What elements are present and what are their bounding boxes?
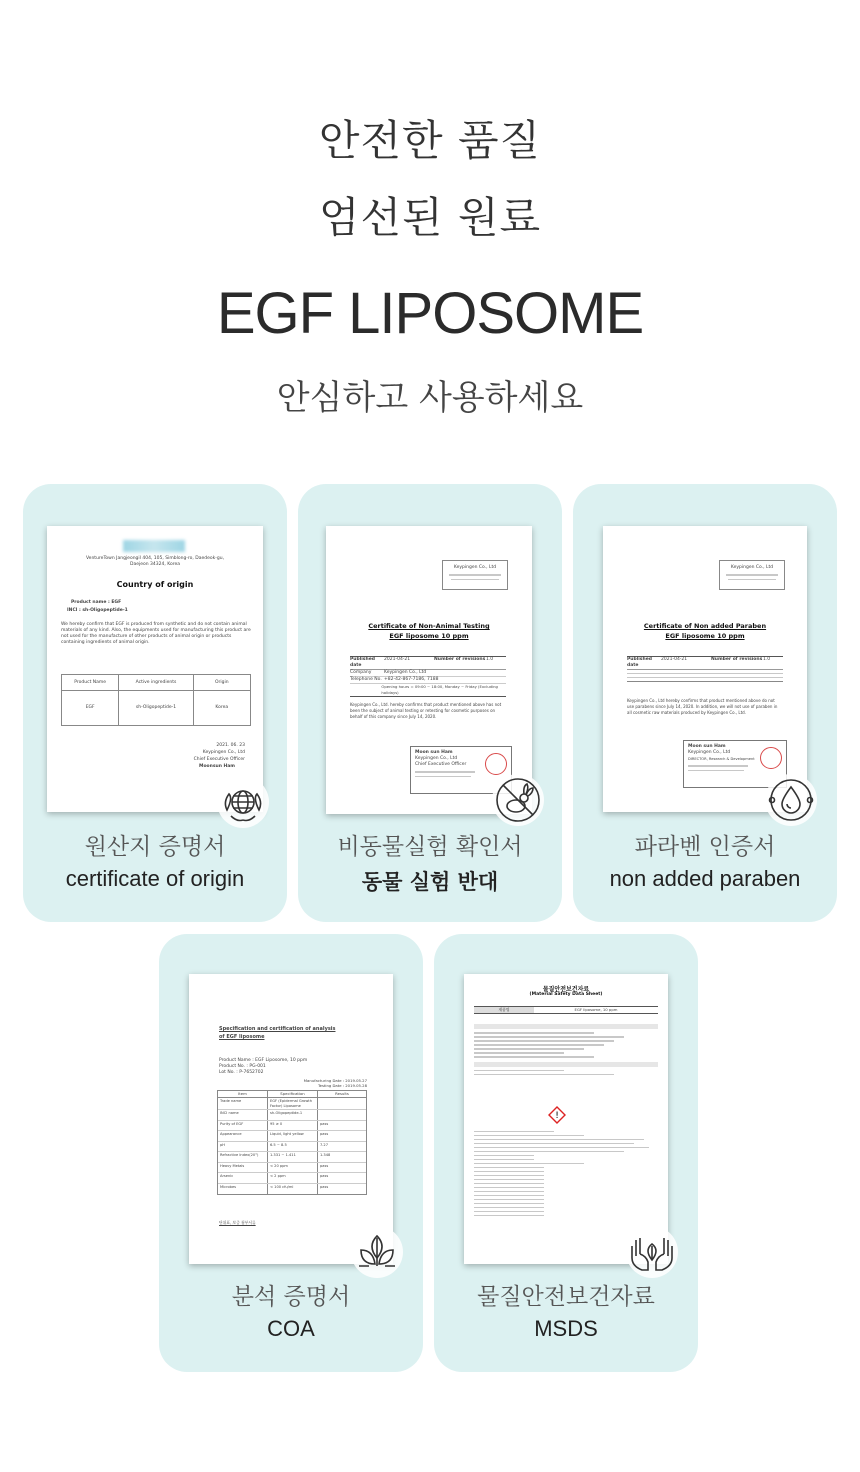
company-seal xyxy=(760,747,782,769)
company-box: Keypingen Co., Ltd xyxy=(442,560,508,590)
table-cell: pass xyxy=(320,1163,329,1168)
card-label-en: certificate of origin xyxy=(65,866,245,891)
certificate-card-origin xyxy=(23,484,287,922)
card-label-ko: 물질안전보건자료 xyxy=(477,1284,655,1310)
doc-body: Keypingen Co., Ltd hereby confirms that product mentioned above do not use parabens since July 14, 2020. In addition, we will not use of paraben in all cosmetic raw materials produced by Keypingen Co., Ltd. xyxy=(627,698,778,715)
company-box: Keypingen Co., Ltd xyxy=(719,560,785,590)
table-cell: Refractive Index(20°) xyxy=(218,1152,268,1162)
doc-officer: Chief Executive Officer xyxy=(193,757,245,762)
certificate-card-msds xyxy=(434,934,698,1372)
table-cell: < 20 ppm xyxy=(268,1163,318,1173)
company-seal xyxy=(485,753,507,775)
msds-product-row: 제품명 EGF liposome, 10 ppm xyxy=(474,1006,658,1014)
table-cell: INCI name xyxy=(218,1110,268,1120)
doc-body: Keypingen Co., Ltd. hereby confirms that product mentioned above has not been the subject of animal testing or retesting for cosmetic purposes on behalf of this company since July 14, 2020. xyxy=(350,702,502,719)
table-cell: Arsenic xyxy=(218,1173,268,1183)
certificate-document-non-animal xyxy=(326,526,532,814)
doc-subtitle: EGF liposome 10 ppm xyxy=(665,632,745,640)
table-cell: EGF xyxy=(62,691,119,725)
table-header: Origin xyxy=(215,680,229,685)
svg-text:!: ! xyxy=(555,1111,559,1121)
table-cell xyxy=(318,1098,366,1109)
table-row xyxy=(218,1142,366,1153)
card-label-sub: 동물 실험 반대 xyxy=(361,870,499,894)
no-animal-testing-rabbit-icon xyxy=(492,774,544,826)
hero-headline-2: 엄선된 원료 xyxy=(318,193,542,242)
table-cell: 95 ≥ 0 xyxy=(268,1121,318,1131)
certificate-document-coa xyxy=(189,974,393,1264)
table-cell: Purity of EGF xyxy=(218,1121,268,1131)
hands-leaf-icon xyxy=(626,1226,678,1278)
table-cell: 7.27 xyxy=(320,1142,329,1147)
doc-subtitle: of EGF liposome xyxy=(219,1034,265,1040)
certificate-card-non-paraben xyxy=(573,484,837,922)
table-cell: Appearance xyxy=(218,1131,268,1141)
card-label-ko: 파라벤 인증서 xyxy=(634,834,776,860)
table-row xyxy=(218,1098,366,1110)
certificate-card-non-animal-testing xyxy=(298,484,562,922)
table-cell xyxy=(318,1110,366,1120)
card-label-ko: 원산지 증명서 xyxy=(84,834,226,860)
doc-product-name: Product name : EGF xyxy=(71,600,122,605)
doc-company: Keypingen Co., Ltd xyxy=(202,750,245,755)
card-label-en: MSDS xyxy=(534,1316,598,1341)
certificate-document-origin xyxy=(47,526,263,812)
table-row xyxy=(218,1184,366,1195)
doc-product-name: Product Name : EGF Liposome, 10 ppm xyxy=(219,1058,308,1063)
doc-info-table: Published date 2021-04-21 Number of revisions 1.0 xyxy=(627,656,783,685)
hazard-warning-icon xyxy=(548,1106,566,1124)
certificate-card-coa xyxy=(159,934,423,1372)
table-cell: pass xyxy=(320,1174,329,1178)
doc-inci: INCI : sh-Oligopeptide-1 xyxy=(67,608,128,613)
card-label-en: non added paraben xyxy=(609,866,801,891)
table-cell: pass xyxy=(320,1121,329,1126)
table-cell: Liquid, light yellow xyxy=(268,1131,318,1141)
msds-section-2 xyxy=(474,1128,658,1219)
table-cell: Heavy Metals xyxy=(218,1163,268,1173)
doc-footer: 단위표, 보증 첨부서류 xyxy=(219,1220,256,1225)
table-cell: pass xyxy=(320,1132,329,1136)
table-cell: 6.5 ~ 8.5 xyxy=(268,1142,318,1152)
doc-title: Country of origin xyxy=(116,580,194,589)
table-row xyxy=(218,1131,366,1142)
card-label-en: COA xyxy=(267,1316,315,1341)
doc-lot-no: Lot No. : P-7652702 xyxy=(219,1070,264,1075)
signature-box: Moon sun Ham Keypingen Co., Ltd Chief Executive Officer xyxy=(410,746,512,794)
table-row xyxy=(218,1163,366,1174)
doc-table xyxy=(61,674,251,726)
table-cell: Microbes xyxy=(218,1184,268,1195)
table-row xyxy=(218,1121,366,1132)
table-header: Active ingredients xyxy=(119,675,193,690)
table-cell: < 2 ppm xyxy=(268,1173,318,1183)
hero-headline-1: 안전한 품질 xyxy=(318,116,542,165)
doc-title: Certificate of Non-Animal Testing xyxy=(368,622,490,630)
table-cell: sh-Oligopeptide-1 xyxy=(268,1110,318,1120)
card-label-ko: 분석 증명서 xyxy=(231,1284,351,1310)
table-cell: Trade name xyxy=(218,1098,268,1109)
product-title: EGF LIPOSOME xyxy=(216,281,644,346)
doc-title: 물질안전보건자료 xyxy=(542,986,590,993)
table-cell: 1.331 ~ 1.411 xyxy=(268,1152,318,1162)
certificate-document-non-paraben xyxy=(603,526,807,812)
leaves-icon xyxy=(351,1226,403,1278)
table-cell: pass xyxy=(320,1184,329,1189)
company-logo-blurred xyxy=(123,540,185,552)
table-cell: 1.348 xyxy=(320,1153,331,1157)
coa-table: Item Specification Results Trade name EGF (Epidermal Growth Factor) Liposome INCI name sh-Oligopeptide-1 Purity of EGF 95 ≥ 0 pass Appearance Liquid, light yellow pass pH 6.5 ~ 8.5 7.27 Refractive Index(20°) 1.331 ~ 1.411 1.348 Heavy Metals < 20 ppm pass Arsenic < 2 ppm pass Microbes < 100 cfu/ml pass xyxy=(217,1090,367,1195)
doc-signer: Moonsun Ham xyxy=(198,764,235,769)
doc-test-date: Testing Date : 2019.05.28 xyxy=(317,1083,367,1088)
certificate-document-msds xyxy=(464,974,668,1264)
table-cell: < 100 cfu/ml xyxy=(268,1184,318,1195)
doc-title: Certificate of Non added Paraben xyxy=(643,622,767,630)
table-row xyxy=(218,1152,366,1163)
table-cell: sh-Oligopeptide-1 xyxy=(119,691,193,725)
table-cell: pH xyxy=(218,1142,268,1152)
table-row xyxy=(218,1110,366,1121)
doc-subtitle: EGF liposome 10 ppm xyxy=(389,632,469,640)
table-cell: Korea xyxy=(215,705,229,710)
table-cell: EGF (Epidermal Growth Factor) Liposome xyxy=(268,1098,318,1109)
doc-info-table: Published date 2021-04-21 Number of revisions 1.0 Company Keypingen Co., Ltd Telephone No. +82-42-867-7186, 7188 Opening hours = 09:00 ~ 18:00, Monday ~ Friday (Excluding holidays) xyxy=(350,656,506,697)
globe-leaf-icon xyxy=(217,776,269,828)
table-row xyxy=(218,1173,366,1184)
doc-body: We hereby confirm that EGF is produced from synthetic and do not contain animal materials of any kind. Also, the equipments used for manufacturing this product are not used for the manufacture of other products of animal origin or products containing ingredients of animal origin. xyxy=(61,622,251,645)
water-drop-icon xyxy=(765,774,817,826)
hero-subtitle: 안심하고 사용하세요 xyxy=(276,378,584,418)
msds-section-1 xyxy=(474,1024,658,1078)
doc-subtitle: (Material Safety Data Sheet) xyxy=(529,992,603,997)
doc-title: Specification and certification of analysis xyxy=(219,1026,336,1032)
doc-product-no: Product No. : PG-001 xyxy=(219,1064,266,1069)
doc-address: VentureTown Jangjeongil 404, 105, Simblong-ro, Daedeok-gu, Daejeon 34324, Korea xyxy=(85,556,225,567)
doc-date: 2021. 06. 23 xyxy=(216,743,245,748)
table-header: Product Name xyxy=(62,675,119,690)
coa-table-body xyxy=(218,1098,366,1194)
doc-mfg-date: Manufacturing Date : 2019.05.27 xyxy=(303,1078,367,1083)
signature-box: Moon sun Ham Keypingen Co., Ltd DIRECTOR, Research & Development xyxy=(683,740,787,788)
card-label-ko: 비동물실험 확인서 xyxy=(337,834,523,860)
